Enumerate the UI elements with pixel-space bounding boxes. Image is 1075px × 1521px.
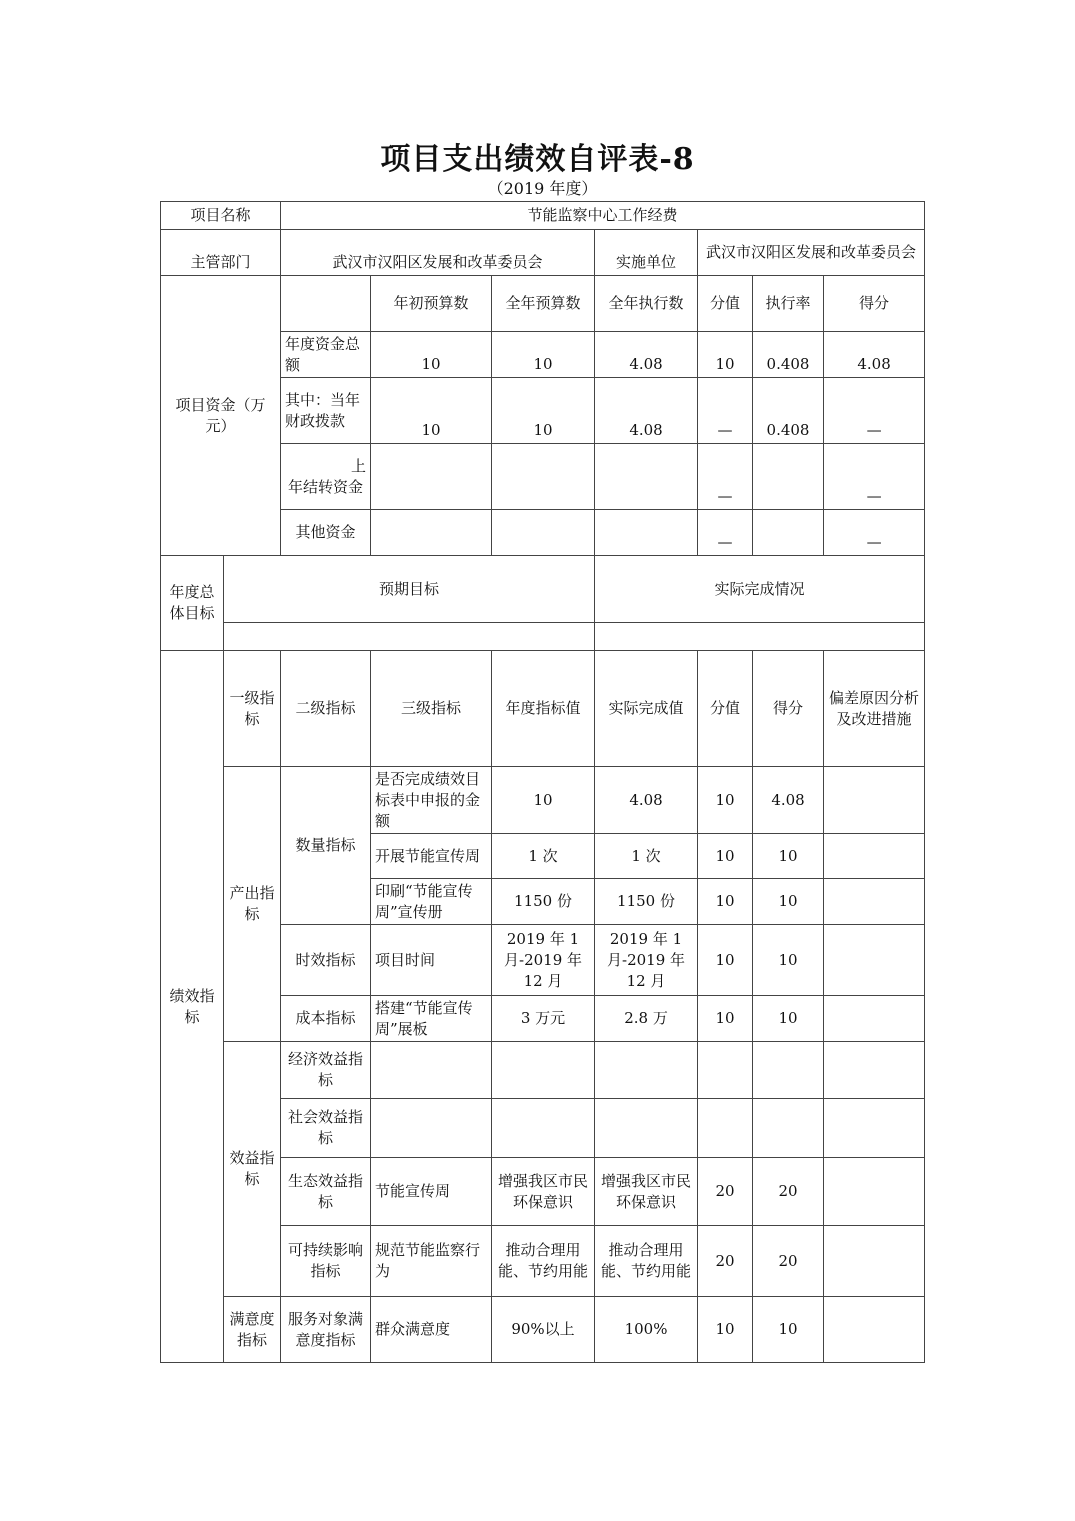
funds-cell: 10	[698, 332, 753, 378]
unit-value: 武汉市汉阳区发展和改革委员会	[698, 230, 925, 276]
indicator-cell: 搭建“节能宣传周”展板	[371, 996, 492, 1042]
indicator-header: 三级指标	[371, 651, 492, 767]
indicator-cell	[824, 1099, 925, 1158]
indicator-cell	[824, 1042, 925, 1099]
funds-cell: 10	[371, 378, 492, 444]
funds-cell	[492, 444, 595, 510]
indicator-cell: 推动合理用能、节约用能	[492, 1226, 595, 1297]
indicator-cell: 节能宣传周	[371, 1158, 492, 1226]
indicator-cell: 10	[698, 1297, 753, 1363]
indicator-cell: 10	[698, 925, 753, 996]
indicator-cell	[371, 1099, 492, 1158]
indicator-cell	[824, 767, 925, 834]
funds-cell	[371, 510, 492, 556]
indicator-cell: 2019 年 1 月-2019 年 12 月	[595, 925, 698, 996]
indicator-cell	[698, 1099, 753, 1158]
project-name-value: 节能监察中心工作经费	[281, 202, 925, 230]
goals-expected: 预期目标	[224, 556, 595, 623]
indicator-cell: 10	[698, 767, 753, 834]
satisfaction-label: 满意度指标	[224, 1297, 281, 1363]
funds-cell: —	[698, 378, 753, 444]
indicator-cell	[753, 1099, 824, 1158]
funds-row-label: 年度资金总额	[281, 332, 371, 378]
indicator-cell	[492, 1042, 595, 1099]
indicator-cell: 20	[753, 1158, 824, 1226]
funds-row-label-rest: 年结转资金	[288, 477, 364, 496]
indicator-cell: 3 万元	[492, 996, 595, 1042]
output-label: 产出指标	[224, 767, 281, 1042]
service-label: 服务对象满意度指标	[281, 1297, 371, 1363]
indicator-cell: 10	[698, 879, 753, 925]
funds-cell: —	[824, 444, 925, 510]
funds-header: 年初预算数	[371, 276, 492, 332]
indicator-row	[161, 1297, 925, 1363]
indicator-cell: 推动合理用能、节约用能	[595, 1226, 698, 1297]
unit-label: 实施单位	[595, 230, 698, 276]
eco-label: 生态效益指标	[281, 1158, 371, 1226]
indicator-cell: 开展节能宣传周	[371, 834, 492, 879]
goals-actual-content	[595, 623, 925, 651]
funds-header-row	[161, 276, 925, 332]
indicator-cell: 10	[753, 925, 824, 996]
goals-expected-content	[224, 623, 595, 651]
indicator-cell: 10	[753, 996, 824, 1042]
indicator-cell: 90%以上	[492, 1297, 595, 1363]
goals-header-row	[161, 556, 925, 623]
project-name-label: 项目名称	[161, 202, 281, 230]
funds-cell: 4.08	[824, 332, 925, 378]
indicator-cell: 是否完成绩效目标表中申报的金额	[371, 767, 492, 834]
sustain-label: 可持续影响指标	[281, 1226, 371, 1297]
indicator-header: 二级指标	[281, 651, 371, 767]
indicator-cell	[824, 925, 925, 996]
indicator-cell	[492, 1099, 595, 1158]
indicator-cell: 10	[492, 767, 595, 834]
indicator-header: 偏差原因分析及改进措施	[824, 651, 925, 767]
indicator-cell: 20	[698, 1226, 753, 1297]
funds-row-label-top: 上	[351, 456, 367, 475]
funds-row-label: 其他资金	[281, 510, 371, 556]
funds-row-label	[281, 444, 371, 510]
indicator-cell	[595, 1042, 698, 1099]
performance-table	[160, 201, 925, 1363]
funds-cell: 10	[371, 332, 492, 378]
indicator-cell: 10	[698, 996, 753, 1042]
funds-cell: —	[824, 510, 925, 556]
indicator-cell: 印刷“节能宣传周”宣传册	[371, 879, 492, 925]
funds-cell	[595, 444, 698, 510]
indicator-cell: 4.08	[595, 767, 698, 834]
indicator-cell: 10	[753, 879, 824, 925]
indicator-cell: 20	[698, 1158, 753, 1226]
indicator-header-row	[161, 651, 925, 767]
funds-cell	[595, 510, 698, 556]
indicator-cell: 增强我区市民环保意识	[492, 1158, 595, 1226]
indicator-cell: 2019 年 1 月-2019 年 12 月	[492, 925, 595, 996]
indicator-cell: 4.08	[753, 767, 824, 834]
indicator-cell	[595, 1099, 698, 1158]
project-name-row	[161, 202, 925, 230]
indicator-cell	[753, 1042, 824, 1099]
indicator-cell: 项目时间	[371, 925, 492, 996]
indicator-cell: 1150 份	[595, 879, 698, 925]
indicator-header: 一级指标	[224, 651, 281, 767]
benefit-label: 效益指标	[224, 1042, 281, 1297]
funds-section-label: 项目资金（万元）	[161, 276, 281, 556]
indicator-header: 实际完成值	[595, 651, 698, 767]
funds-cell: 10	[492, 378, 595, 444]
indicator-cell: 1 次	[595, 834, 698, 879]
indicator-cell: 1150 份	[492, 879, 595, 925]
report-year: （2019 年度）	[487, 179, 598, 198]
page-title: 项目支出绩效自评表-8	[380, 142, 695, 177]
indicator-cell	[824, 996, 925, 1042]
funds-cell: 0.408	[753, 332, 824, 378]
indicator-cell: 100%	[595, 1297, 698, 1363]
performance-section-label: 绩效指标	[161, 651, 224, 1363]
indicator-cell	[824, 1226, 925, 1297]
indicator-header: 分值	[698, 651, 753, 767]
dept-value: 武汉市汉阳区发展和改革委员会	[281, 230, 595, 276]
indicator-cell	[371, 1042, 492, 1099]
indicator-row	[161, 1042, 925, 1099]
indicator-cell: 10	[753, 1297, 824, 1363]
department-row	[161, 230, 925, 276]
funds-header: 全年预算数	[492, 276, 595, 332]
funds-header-blank	[281, 276, 371, 332]
funds-cell: 0.408	[753, 378, 824, 444]
indicator-cell	[698, 1042, 753, 1099]
economic-label: 经济效益指标	[281, 1042, 371, 1099]
indicator-header: 得分	[753, 651, 824, 767]
cost-label: 成本指标	[281, 996, 371, 1042]
funds-cell: 4.08	[595, 378, 698, 444]
indicator-row	[161, 767, 925, 834]
funds-cell: —	[824, 378, 925, 444]
goals-label: 年度总体目标	[161, 556, 224, 651]
timeliness-label: 时效指标	[281, 925, 371, 996]
funds-cell	[753, 444, 824, 510]
funds-cell	[492, 510, 595, 556]
indicator-cell: 规范节能监察行为	[371, 1226, 492, 1297]
funds-cell: —	[698, 510, 753, 556]
indicator-cell: 10	[698, 834, 753, 879]
quantity-label: 数量指标	[281, 767, 371, 925]
indicator-cell	[824, 834, 925, 879]
indicator-cell: 1 次	[492, 834, 595, 879]
funds-header: 分值	[698, 276, 753, 332]
indicator-cell: 2.8 万	[595, 996, 698, 1042]
funds-cell	[371, 444, 492, 510]
indicator-cell	[824, 879, 925, 925]
funds-cell	[753, 510, 824, 556]
funds-cell: 10	[492, 332, 595, 378]
funds-cell: 4.08	[595, 332, 698, 378]
indicator-cell	[824, 1158, 925, 1226]
indicator-cell	[824, 1297, 925, 1363]
indicator-header: 年度指标值	[492, 651, 595, 767]
social-label: 社会效益指标	[281, 1099, 371, 1158]
funds-header: 执行率	[753, 276, 824, 332]
goals-content-row	[161, 623, 925, 651]
funds-header: 全年执行数	[595, 276, 698, 332]
goals-actual: 实际完成情况	[595, 556, 925, 623]
indicator-cell: 群众满意度	[371, 1297, 492, 1363]
funds-header: 得分	[824, 276, 925, 332]
indicator-cell: 增强我区市民环保意识	[595, 1158, 698, 1226]
indicator-cell: 10	[753, 834, 824, 879]
funds-cell: —	[698, 444, 753, 510]
indicator-cell: 20	[753, 1226, 824, 1297]
dept-label: 主管部门	[161, 230, 281, 276]
funds-row-label: 其中：当年财政拨款	[281, 378, 371, 444]
